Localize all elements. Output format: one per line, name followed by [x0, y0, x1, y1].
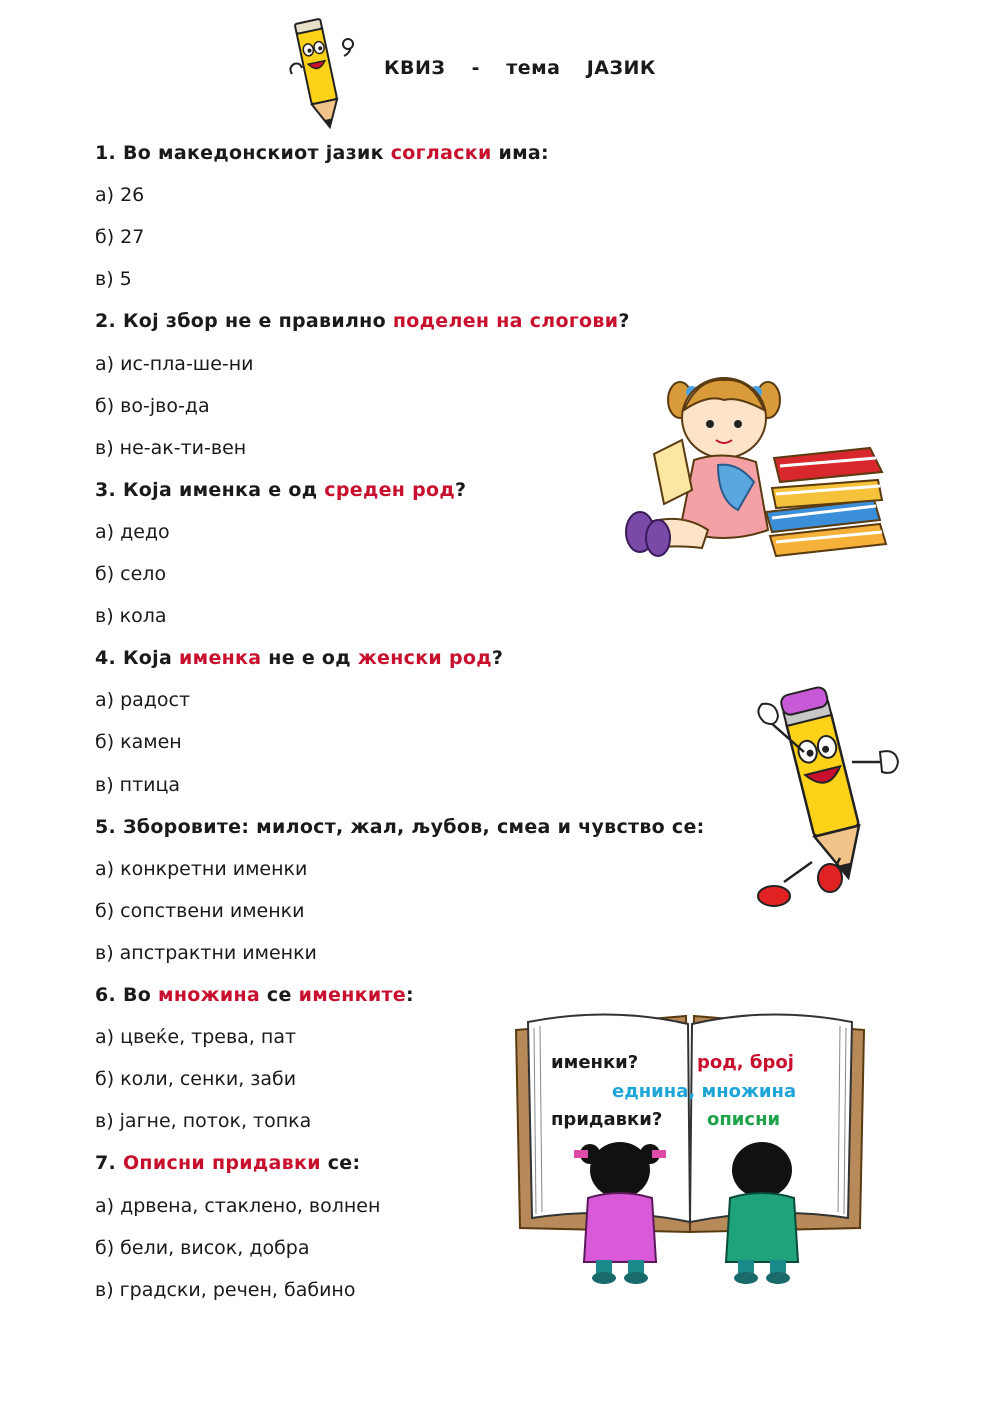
answer-option[interactable]: в) не-ак-ти-вен [95, 436, 247, 459]
book-label-singular-plural: еднина, множина [612, 1081, 797, 1102]
question-5 [95, 816, 705, 838]
answer-option[interactable]: в) јагне, поток, топка [95, 1110, 312, 1133]
question-text: се [260, 984, 299, 1006]
question-text: не е од [261, 647, 358, 670]
answer-option[interactable]: в) 5 [95, 268, 132, 291]
book-label-gender-number: род, број [697, 1052, 794, 1073]
pencil-character-icon [748, 682, 906, 922]
book-label-adjectives: придавки? [551, 1109, 663, 1130]
pencil-mascot-icon [284, 16, 356, 136]
question-7 [95, 1152, 360, 1174]
answer-option[interactable]: б) коли, сенки, заби [95, 1068, 297, 1091]
answer-option[interactable]: б) камен [95, 731, 182, 754]
question-text: ? [618, 310, 630, 333]
answer-option[interactable]: б) бели, висок, добра [95, 1236, 310, 1259]
question-text: 3. Која именка е од [95, 478, 325, 501]
highlighted-term: поделен на слогови [392, 310, 619, 333]
question-text: 6. Во [95, 984, 159, 1006]
highlighted-term: среден род [324, 478, 456, 501]
answer-option[interactable]: в) градски, речен, бабино [95, 1278, 356, 1301]
question-text: 1. Во македонскиот јазик [95, 142, 391, 164]
answer-option[interactable]: а) конкретни именки [95, 857, 308, 880]
highlighted-term: женски род [357, 647, 492, 670]
answer-option[interactable]: в) птица [95, 773, 181, 796]
question-text: се: [320, 1152, 361, 1175]
book-stack-icon [762, 444, 892, 564]
answer-option[interactable]: а) ис-пла-ше-ни [95, 352, 254, 375]
open-book-children-icon [510, 1002, 870, 1292]
answer-option[interactable]: б) во-јво-да [95, 394, 210, 417]
answer-option[interactable]: а) радост [95, 689, 191, 712]
question-text: ? [455, 478, 467, 501]
answer-option[interactable]: б) сопствени именки [95, 899, 305, 922]
question-text: 4. Која [95, 647, 179, 670]
highlighted-term: множина [158, 984, 260, 1006]
book-label-nouns: именки? [551, 1052, 639, 1073]
question-3 [95, 479, 466, 501]
question-text: 7. [95, 1152, 123, 1175]
question-2 [95, 310, 630, 332]
question-6 [95, 984, 414, 1006]
page-title: КВИЗ - тема ЈАЗИК [384, 57, 656, 79]
answer-option[interactable]: а) дрвена, стаклено, волнен [95, 1194, 381, 1217]
answer-option[interactable]: б) село [95, 563, 167, 585]
question-text: ? [491, 647, 504, 670]
answer-option[interactable]: в) апстрактни именки [95, 941, 317, 964]
book-label-descriptive: описни [707, 1109, 781, 1130]
question-text: 2. Кој збор не е правилно [95, 310, 393, 333]
answer-option[interactable]: а) 26 [95, 184, 145, 207]
answer-option[interactable]: а) дедо [95, 520, 170, 543]
highlighted-term: именките [298, 984, 406, 1006]
answer-option[interactable]: б) 27 [95, 226, 145, 249]
question-4 [95, 647, 503, 669]
highlighted-term: Описни придавки [122, 1152, 321, 1175]
question-text: има: [491, 142, 549, 164]
question-1 [95, 142, 549, 164]
highlighted-term: именка [179, 647, 262, 670]
answer-option[interactable]: а) цвеќе, трева, пат [95, 1026, 297, 1049]
answer-option[interactable]: в) кола [95, 605, 167, 628]
question-text: : [405, 984, 414, 1006]
highlighted-term: согласки [390, 142, 492, 164]
question-text: 5. Зборовите: милост, жал, љубов, смеа и чувство се: [95, 815, 705, 838]
